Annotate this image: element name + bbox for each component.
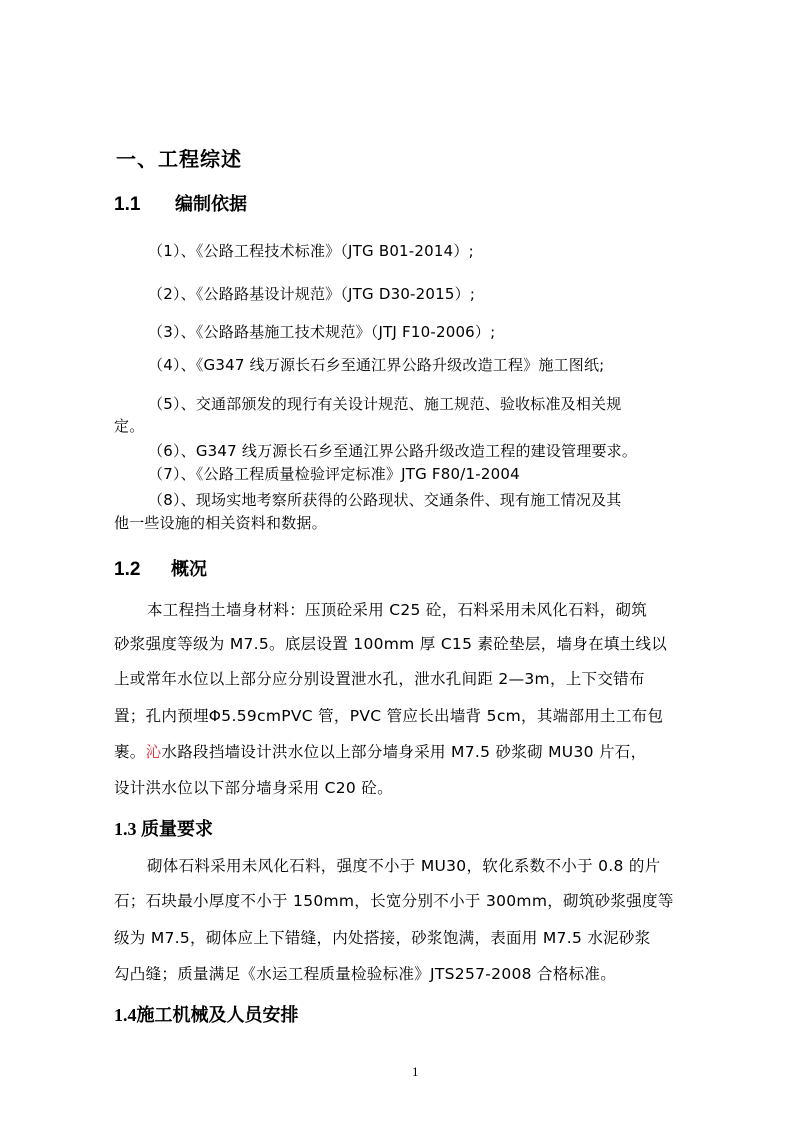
quality-line: 砌体石料采用未风化石料，强度不小于 MU30，软化系数不小于 0.8 的片	[147, 857, 661, 875]
overview-line: 砂浆强度等级为 M7.5。底层设置 100mm 厚 C15 素砼垫层，墙身在填土线以	[114, 635, 668, 653]
section-number: 1.2	[114, 559, 141, 580]
basis-item: （8）、现场实地考察所获得的公路现状、交通条件、现有施工情况及其	[148, 491, 622, 509]
section-number: 1.4	[114, 1005, 137, 1025]
section-heading-1-1	[114, 190, 247, 216]
section-title: 编制依据	[174, 194, 247, 215]
section-number: 1.3	[114, 819, 137, 839]
quality-line: 勾凸缝；质量满足《水运工程质量检验标准》JTS257-2008 合格标准。	[114, 965, 617, 983]
basis-item: （4）、《G347 线万源长石乡至通江界公路升级改造工程》施工图纸;	[148, 356, 605, 374]
basis-item: （3）、《公路路基施工技术规范》（JTJ F10-2006）;	[148, 323, 496, 341]
section-heading-1-4	[114, 1001, 299, 1027]
basis-item: （6）、G347 线万源长石乡至通江界公路升级改造工程的建设管理要求。	[148, 442, 638, 460]
section-heading-1-2	[114, 555, 207, 581]
quality-line: 级为 M7.5，砌体应上下错缝，内处搭接，砂浆饱满，表面用 M7.5 水泥砂浆	[114, 929, 651, 947]
basis-item: （1）、《公路工程技术标准》（JTG B01-2014）;	[148, 242, 474, 260]
overview-line	[114, 740, 646, 762]
basis-item-continued: 他一些设施的相关资料和数据。	[114, 514, 327, 532]
section-heading-1-3	[114, 815, 213, 841]
overview-line: 设计洪水位以下部分墙身采用 C20 砼。	[114, 779, 393, 797]
basis-item: （2）、《公路路基设计规范》（JTG D30-2015）;	[148, 285, 476, 303]
overview-line: 本工程挡土墙身材料：压顶砼采用 C25 砼，石料采用未风化石料，砌筑	[147, 601, 648, 619]
page-number: 1	[412, 1064, 419, 1079]
section-title: 质量要求	[141, 819, 213, 840]
overview-line-rest: 水路段挡墙设计洪水位以上部分墙身采用 M7.5 砂浆砌 MU30 片石，	[161, 743, 647, 761]
overview-line-start: 裹。	[114, 743, 146, 761]
basis-item: （7）、《公路工程质量检验评定标准》JTG F80/1-2004	[148, 465, 520, 483]
section-title: 概况	[170, 559, 207, 580]
highlighted-char: 沁	[145, 743, 162, 761]
section-title: 施工机械及人员安排	[136, 1005, 299, 1026]
section-number: 1.1	[114, 194, 141, 215]
overview-line: 上或常年水位以上部分应分别设置泄水孔，泄水孔间距 2—3m，上下交错布	[114, 670, 645, 688]
basis-item: （5）、交通部颁发的现行有关设计规范、施工规范、验收标准及相关规	[148, 395, 622, 413]
basis-item-continued: 定。	[114, 417, 145, 435]
quality-line: 石；石块最小厚度不小于 150mm，长宽分别不小于 300mm，砌筑砂浆强度等	[114, 892, 674, 910]
chapter-heading: 一、工程综述	[116, 147, 242, 171]
overview-line: 置；孔内预埋Φ5.59cmPVC 管，PVC 管应长出墙背 5cm，其端部用土工布包	[114, 707, 664, 725]
